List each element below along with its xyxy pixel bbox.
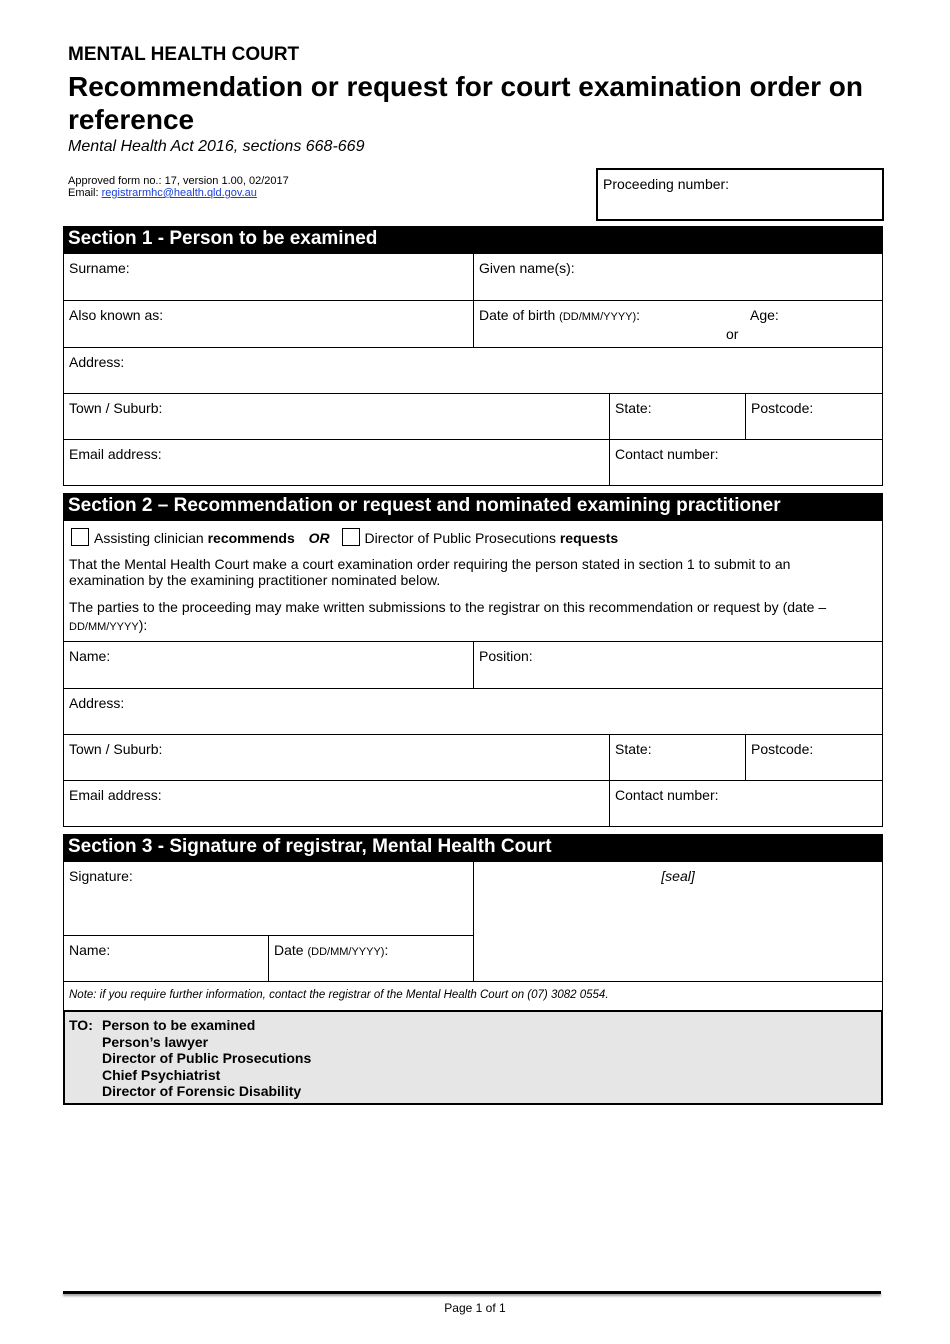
recipients-box [63,1010,883,1105]
option2-bold: requests [559,530,619,546]
registrar-date-field[interactable] [268,935,474,981]
or-separator: OR [308,530,330,546]
submissions-paragraph [69,598,829,636]
submissions-close: ): [138,617,148,633]
surname-field[interactable] [64,254,474,300]
recipient-item: Person to be examined [102,1017,256,1033]
dob-label: Date of birth [479,307,560,323]
clinician-recommends-checkbox[interactable] [71,528,89,546]
recipient-item: Chief Psychiatrist [102,1066,221,1083]
postcode-label: Postcode: [751,400,814,416]
practitioner-name-field[interactable] [64,641,474,688]
form-title: Recommendation or request for court examination order on reference [68,71,864,135]
aka-label: Also known as: [69,307,164,323]
practitioner-address-field[interactable] [64,688,882,734]
address-label: Address: [69,354,125,370]
registrar-date-format: (DD/MM/YYYY) [307,946,385,958]
given-names-field[interactable] [473,254,882,300]
court-name: MENTAL HEALTH COURT [68,44,300,65]
practitioner-contact-field[interactable] [609,780,882,826]
section3-heading: Section 3 - Signature of registrar, Mental Health Court [63,834,883,862]
section1-table [63,254,883,486]
recipient-item: Director of Forensic Disability [102,1083,302,1099]
section2-heading: Section 2 – Recommendation or request and nominated examining practitioner [63,493,883,521]
practitioner-position-field[interactable] [473,641,882,688]
order-paragraph: That the Mental Health Court make a court examination order requiring the person stated in section 1 to submit to an examination by the examining practitioner nominated below. [69,556,791,588]
practitioner-email-label: Email address: [69,787,162,803]
contact-note: Note: if you require further information, contact the registrar of the Mental Health Court on (07) 3082 0554. [64,981,882,1011]
recipients-list [102,1017,311,1100]
recipient-item: Director of Public Prosecutions [102,1050,312,1066]
practitioner-town-field[interactable] [64,734,610,780]
approved-form-number: Approved form no.: 17, version 1.00, 02/2017 [68,175,289,187]
recipient-item: Person’s lawyer [102,1033,209,1050]
section2-table [63,521,883,827]
practitioner-address-label: Address: [69,695,125,711]
footer-divider [63,1291,881,1294]
registrar-name-label: Name: [69,942,111,958]
practitioner-state-label: State: [615,741,652,757]
state-field[interactable] [609,393,746,439]
practitioner-email-field[interactable] [64,780,610,826]
registrar-date-colon: : [384,942,389,958]
or-label: or [726,326,739,342]
email-address-label: Email address: [69,446,162,462]
aka-field[interactable] [64,300,474,347]
town-label: Town / Suburb: [69,400,163,416]
option1-text: Assisting clinician [94,530,208,546]
practitioner-postcode-field[interactable] [745,734,882,780]
page-number: Page 1 of 1 [444,1301,506,1315]
seal-area [473,862,882,981]
registrar-date-label: Date [274,942,308,958]
recommendation-block [64,521,882,641]
address-field[interactable] [64,347,882,393]
practitioner-postcode-label: Postcode: [751,741,814,757]
section3-table [63,862,883,1011]
form-subtitle: Mental Health Act 2016, sections 668-669 [68,138,365,155]
postcode-field[interactable] [745,393,882,439]
dob-age-field[interactable] [473,300,882,347]
contact-number-label: Contact number: [615,446,719,462]
submissions-date-format: DD/MM/YYYY [69,621,139,633]
seal-label: [seal] [661,868,695,884]
surname-label: Surname: [69,260,130,276]
practitioner-state-field[interactable] [609,734,746,780]
proceeding-number-field[interactable] [596,168,884,221]
option2-text: Director of Public Prosecutions [364,530,560,546]
section1-heading: Section 1 - Person to be examined [63,226,883,254]
dpp-requests-checkbox[interactable] [342,528,360,546]
to-label: TO: [69,1017,93,1033]
state-label: State: [615,400,652,416]
registrar-name-field[interactable] [64,935,269,981]
town-field[interactable] [64,393,610,439]
practitioner-town-label: Town / Suburb: [69,741,163,757]
signature-field[interactable] [64,862,474,936]
option1-bold: recommends [207,530,295,546]
email-label: Email: [68,187,102,199]
form-meta [68,175,289,199]
contact-number-field[interactable] [609,439,882,485]
email-field[interactable] [64,439,610,485]
signature-label: Signature: [69,868,133,884]
registrar-email-link[interactable]: registrarmhc@health.qld.gov.au [101,187,257,199]
practitioner-position-label: Position: [479,648,533,664]
dob-colon: : [636,307,641,323]
practitioner-name-label: Name: [69,648,111,664]
age-label: Age: [750,307,779,323]
dob-format: (DD/MM/YYYY) [559,311,637,323]
submissions-text: The parties to the proceeding may make written submissions to the registrar on this recommendation or request by (date – [69,599,827,615]
proceeding-number-label: Proceeding number: [603,176,730,192]
practitioner-contact-label: Contact number: [615,787,719,803]
given-names-label: Given name(s): [479,260,575,276]
